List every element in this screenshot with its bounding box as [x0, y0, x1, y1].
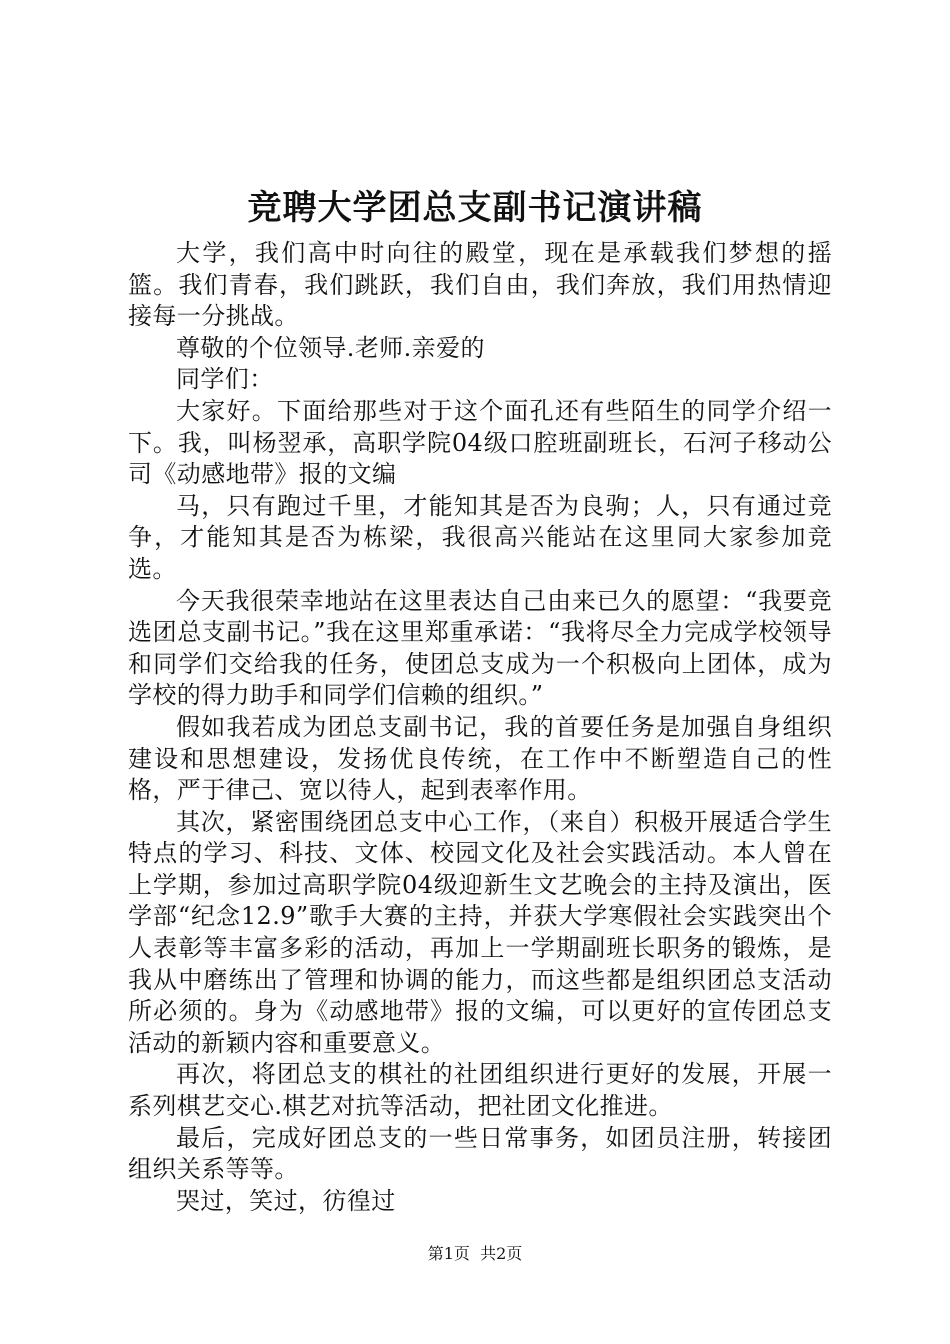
paragraph-third-task: 再次，将团总支的棋社的社团组织进行更好的发展，开展一系列棋艺交心.棋艺对抗等活动，把社团文化推进。 [128, 1060, 832, 1121]
document-body [128, 238, 832, 1217]
paragraph-last-task: 最后，完成好团总支的一些日常事务，如团员注册，转接团组织关系等等。 [128, 1123, 832, 1184]
paragraph-salutation: 尊敬的个位领导.老师.亲爱的 [176, 333, 485, 362]
paragraph-self-intro: 大家好。下面给那些对于这个面孔还有些陌生的同学介绍一下。我，叫杨翌承，高职学院04级口腔班副班长，石河子移动公司《动感地带》报的文编 [128, 396, 832, 489]
paragraph-wish: 今天我很荣幸地站在这里表达自己由来已久的愿望：“我要竞选团总支副书记。”我在这里郑重承诺：“我将尽全力完成学校领导和同学们交给我的任务，使团总支成为一个积极向上团体，成为学校的得力助手和同学们信赖的组织。” [128, 586, 832, 710]
page-footer [0, 1244, 950, 1264]
paragraph-second-task: 其次，紧密围绕团总支中心工作，（来自）积极开展适合学生特点的学习、科技、文体、校园文化及社会实践活动。本人曾在上学期，参加过高职学院04级迎新生文艺晚会的主持及演出，医学部“纪念12.9”歌手大赛的主持，并获大学寒假社会实践突出个人表彰等丰富多彩的活动，再加上一学期副班长职务的锻炼，是我从中磨练出了管理和协调的能力，而这些都是组织团总支活动所必须的。身为《动感地带》报的文编，可以更好的宣传团总支活动的新颖内容和重要意义。 [128, 807, 832, 1057]
paragraph-first-task: 假如我若成为团总支副书记，我的首要任务是加强自身组织建设和思想建设，发扬优良传统，在工作中不断塑造自己的性格，严于律己、宽以待人，起到表率作用。 [128, 712, 832, 805]
paragraph-salutation-cont: 同学们： [176, 365, 274, 394]
document-title: 竞聘大学团总支副书记演讲稿 [247, 188, 703, 228]
page-number: 第1页 共2页 [427, 1244, 523, 1263]
paragraph-competition: 马，只有跑过千里，才能知其是否为良驹；人，只有通过竞争，才能知其是否为栋梁，我很高兴能站在这里同大家参加竞选。 [128, 491, 832, 583]
paragraph-intro: 大学，我们高中时向往的殿堂，现在是承载我们梦想的摇篮。我们青春，我们跳跃，我们自由，我们奔放，我们用热情迎接每一分挑战。 [128, 239, 832, 331]
paragraph-closing: 哭过，笑过，彷徨过 [176, 1186, 396, 1215]
